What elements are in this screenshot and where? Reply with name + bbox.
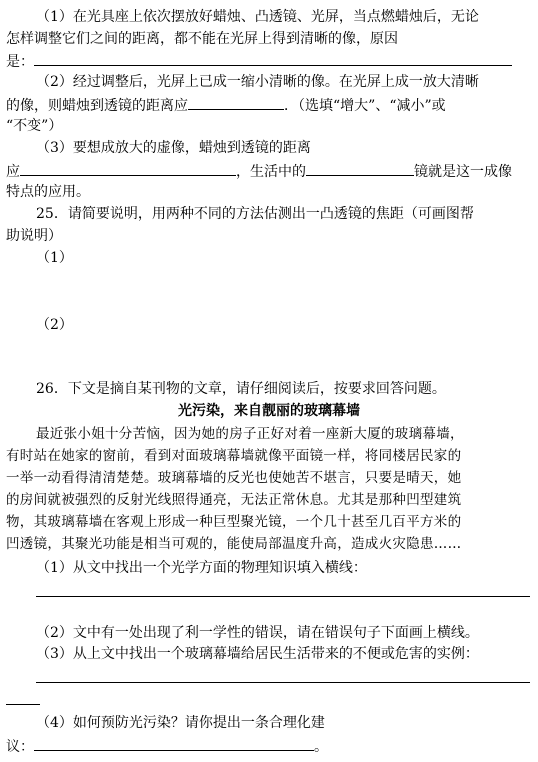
q26-sub4-end: 。 <box>314 739 328 755</box>
q24-part3-mid: ，生活中的 <box>236 164 306 180</box>
q24-part1-line2: 怎样调整它们之间的距离，都不能在光屏上得到清晰的像，原因 <box>6 31 398 47</box>
answer-blank-suggestion[interactable] <box>34 736 314 751</box>
q26-sub3: （3）从上文中找出一个玻璃幕墙给居民生活带来的不便或危害的实例： <box>36 646 479 662</box>
answer-blank-virtual-distance[interactable] <box>20 161 236 176</box>
q26-intro: 26．下文是摘自某刊物的文章，请仔细阅读后，按要求回答问题。 <box>36 381 446 397</box>
q25-line2: 助说明） <box>6 228 62 244</box>
answer-line-sub1[interactable] <box>36 596 530 597</box>
answer-blank-distance[interactable] <box>188 95 284 110</box>
article-title: 光污染，来自靓丽的玻璃幕墙 <box>178 403 360 419</box>
q24-part2-suffix: ．（选填“增大”、“减小”或 <box>284 98 446 114</box>
answer-line-sub3b[interactable] <box>6 704 40 705</box>
q24-part2-line1: （2）经过调整后，光屏上已成一缩小清晰的像。在光屏上成一放大清晰 <box>36 74 479 90</box>
q24-part2-line2 <box>6 95 446 115</box>
answer-blank-reason[interactable] <box>34 51 512 66</box>
q24-part3-line3: 特点的应用。 <box>6 184 90 200</box>
article-line-6: 凹透镜，其聚光功能是相当可观的，能使局部温度升高，造成火灾隐患…… <box>6 536 462 552</box>
q25-item2: （2） <box>36 317 73 333</box>
q24-part3-line2 <box>6 161 512 181</box>
q24-part2-prefix: 的像，则蜡烛到透镜的距离应 <box>6 98 188 114</box>
q25-item1: （1） <box>36 250 73 266</box>
q26-sub2: （2）文中有一处出现了利一学性的错误，请在错误句子下面画上横线。 <box>36 625 479 641</box>
q24-part3-line1: （3）要想成放大的虚像，蜡烛到透镜的距离 <box>36 140 311 156</box>
q25-line1: 25．请简要说明，用两种不同的方法估测出一凸透镜的焦距（可画图帮 <box>36 206 474 222</box>
article-line-1: 最近张小姐十分苦恼，因为她的房子正好对着一座新大厦的玻璃幕墙， <box>36 426 464 442</box>
q26-sub4-line2 <box>6 736 328 756</box>
answer-line-sub3a[interactable] <box>36 682 530 683</box>
article-line-3: 一举一动看得清清楚楚。玻璃幕墙的反光也使她苦不堪言，只要是晴天，她 <box>6 470 462 486</box>
q24-part2-line3: “不变”） <box>6 118 63 134</box>
q26-sub1: （1）从文中找出一个光学方面的物理知识填入横线： <box>36 560 367 576</box>
article-line-2: 有时站在她家的窗前，看到对面玻璃幕墙就像平面镜一样，将同楼居民家的 <box>6 448 462 464</box>
q24-part1-line1: （1）在光具座上依次摆放好蜡烛、凸透镜、光屏，当点燃蜡烛后，无论 <box>36 9 479 25</box>
q26-sub4-line1: （4）如何预防光污染？请你提出一条合理化建 <box>36 715 325 731</box>
answer-blank-mirror[interactable] <box>306 161 414 176</box>
article-line-5: 物，其玻璃幕墙在客观上形成一种巨型聚光镜，一个几十甚至几百平方米的 <box>6 514 462 530</box>
q24-part1-line3 <box>6 51 512 71</box>
q26-sub4-prefix: 议： <box>6 739 34 755</box>
q24-part3-prefix: 应 <box>6 164 20 180</box>
q24-part3-suffix: 镜就是这一成像 <box>414 164 512 180</box>
article-line-4: 的房间就被强烈的反射光线照得通亮，无法正常休息。尤其是那种凹型建筑 <box>6 492 462 508</box>
q24-part1-prefix: 是： <box>6 54 34 70</box>
